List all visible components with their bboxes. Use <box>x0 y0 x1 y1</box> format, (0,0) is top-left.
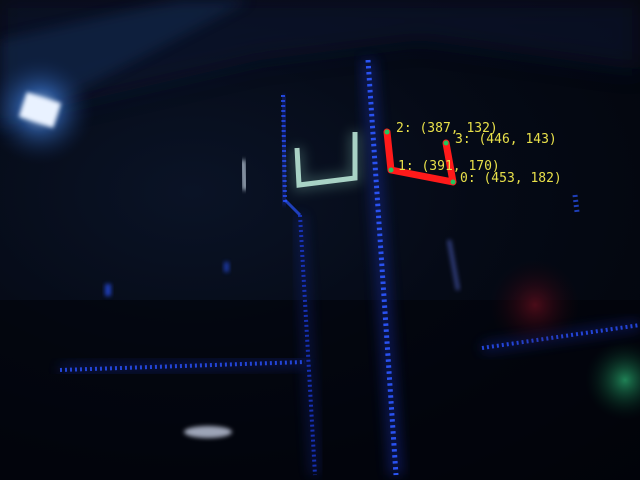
floor-reflection <box>184 426 232 438</box>
gate-outline <box>387 132 453 182</box>
vertex-1 <box>389 168 394 173</box>
vertex-3 <box>444 141 449 146</box>
vertex-0 <box>451 180 456 185</box>
vertex-label-0: 0: (453, 182) <box>460 171 562 186</box>
gate-detection-overlay <box>385 121 562 186</box>
vertex-2 <box>385 130 390 135</box>
vertex-label-3: 3: (446, 143) <box>455 132 557 147</box>
vertex-label-2: 2: (387, 132) <box>396 121 498 136</box>
vertex-label-1: 1: (391, 170) <box>398 159 500 174</box>
